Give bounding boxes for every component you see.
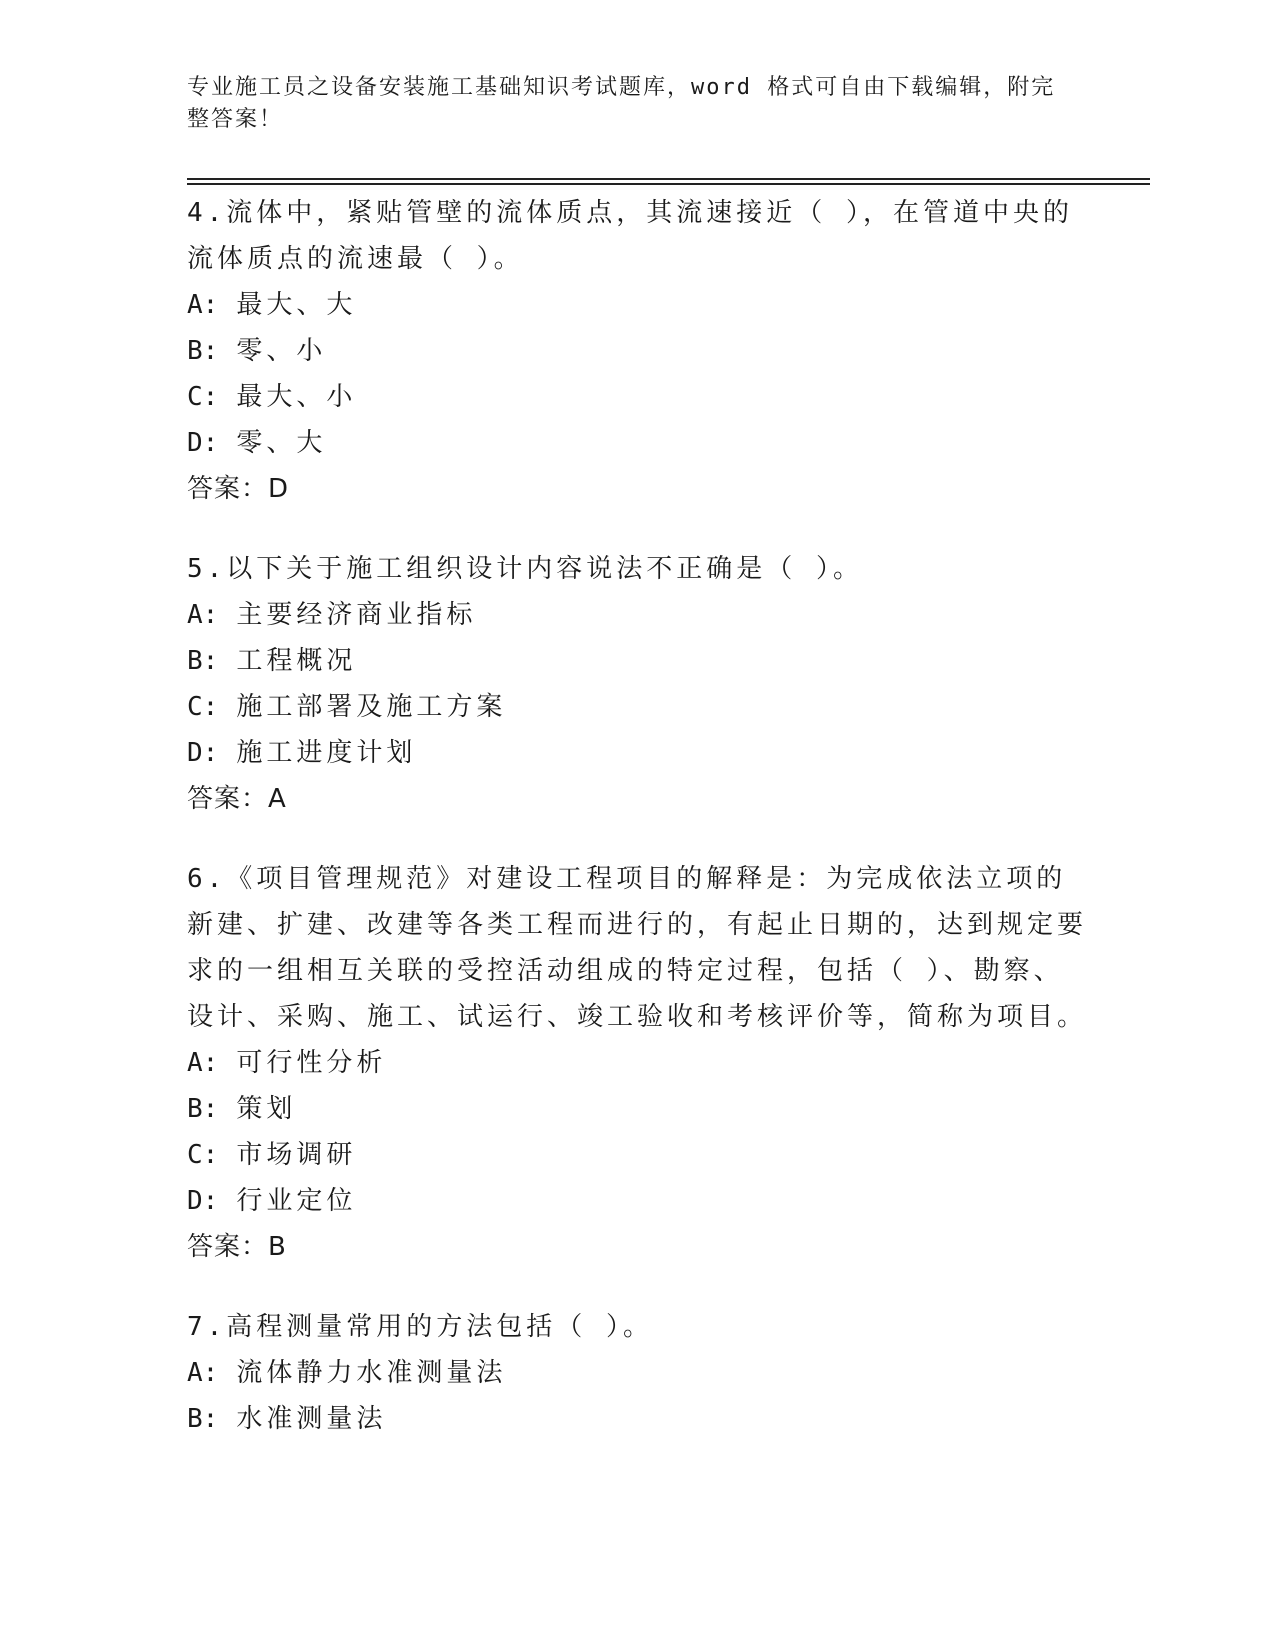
question-stem: 6.《项目管理规范》对建设工程项目的解释是：为完成依法立项的新建、扩建、改建等各类工程而进行的，有起止日期的，达到规定要求的一组相互关联的受控活动组成的特定过程，包括（ ）、勘察、设计、采购、施工、试运行、竣工验收和考核评价等，简称为项目。 [187,864,1088,1032]
option-text: 最大、大 [236,290,357,320]
answer-line: 答案：D [187,474,290,504]
header-divider-top [187,178,1150,180]
option-c [187,684,1087,730]
option-text: 行业定位 [236,1186,357,1216]
option-letter: D: [187,428,219,458]
question-stem: 7.高程测量常用的方法包括（ ）。 [187,1312,653,1342]
option-letter: B: [187,1404,219,1434]
option-b [187,638,1087,684]
option-c [187,374,1087,420]
option-a [187,282,1087,328]
question-list [187,190,1087,1476]
option-letter: C: [187,692,219,722]
option-letter: A: [187,290,219,320]
answer-line: 答案：A [187,784,287,814]
option-text: 施工进度计划 [236,738,417,768]
header-title-line-2: 整答案！ [187,107,284,132]
option-d [187,730,1087,776]
option-d [187,1178,1087,1224]
option-text: 主要经济商业指标 [236,600,477,630]
option-text: 市场调研 [236,1140,357,1170]
option-text: 策划 [236,1094,297,1124]
option-b [187,1086,1087,1132]
option-letter: B: [187,646,219,676]
option-text: 可行性分析 [236,1048,387,1078]
option-letter: A: [187,600,219,630]
option-text: 零、小 [236,336,327,366]
header-divider-bottom [187,183,1150,185]
option-text: 流体静力水准测量法 [236,1358,507,1388]
option-text: 水准测量法 [236,1404,387,1434]
option-text: 最大、小 [236,382,357,412]
answer-line: 答案：B [187,1232,287,1262]
option-d [187,420,1087,466]
option-letter: C: [187,1140,219,1170]
option-a [187,1350,1087,1396]
question-6 [187,856,1087,1270]
option-letter: A: [187,1358,219,1388]
option-text: 施工部署及施工方案 [236,692,507,722]
header-title-line-1: 专业施工员之设备安装施工基础知识考试题库，word 格式可自由下载编辑，附完 [187,75,1056,100]
question-4 [187,190,1087,512]
option-c [187,1132,1087,1178]
question-stem: 4.流体中，紧贴管壁的流体质点，其流速接近（ ），在管道中央的流体质点的流速最（ ）。 [187,198,1073,274]
option-letter: D: [187,1186,219,1216]
option-a [187,1040,1087,1086]
option-b [187,328,1087,374]
option-a [187,592,1087,638]
option-b [187,1396,1087,1442]
option-letter: D: [187,738,219,768]
option-text: 工程概况 [236,646,357,676]
question-stem: 5.以下关于施工组织设计内容说法不正确是（ ）。 [187,554,863,584]
option-letter: A: [187,1048,219,1078]
question-5 [187,546,1087,822]
option-letter: B: [187,1094,219,1124]
option-letter: B: [187,336,219,366]
option-text: 零、大 [236,428,327,458]
question-7 [187,1304,1087,1442]
document-header [187,72,1067,136]
option-letter: C: [187,382,219,412]
